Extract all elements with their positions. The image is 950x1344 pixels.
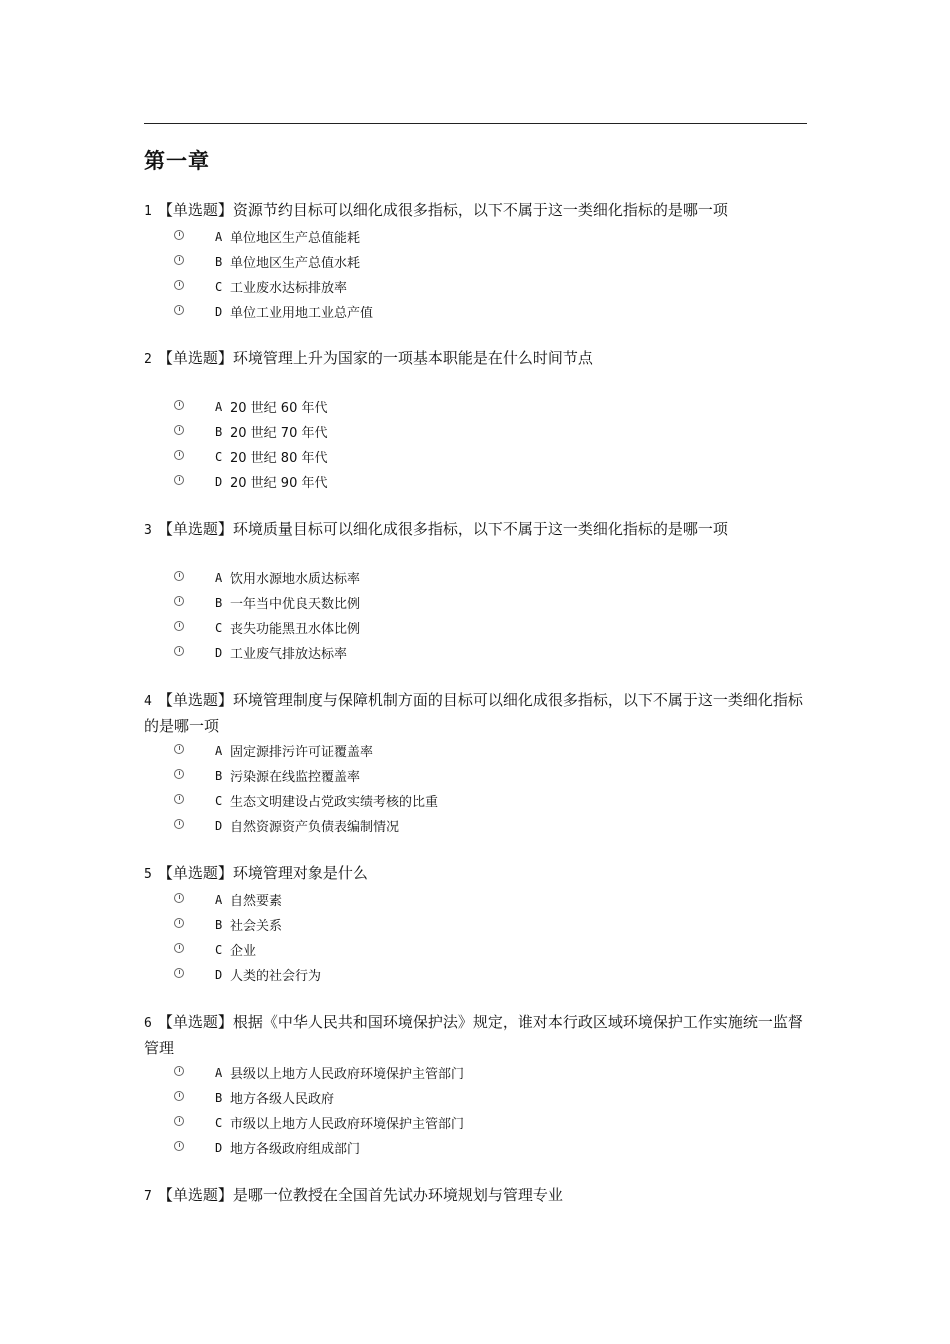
option-text: 自然要素 [230, 894, 283, 909]
option-text: 固定源排污许可证覆盖率 [230, 745, 374, 760]
option-list [144, 565, 804, 665]
question-stem: 【单选题】是哪一位教授在全国首先试办环境规划与管理专业 [157, 1186, 563, 1204]
question-text [144, 688, 804, 738]
option-text: 单位地区生产总值能耗 [230, 231, 361, 246]
radio-icon[interactable] [174, 305, 184, 315]
option-text: 一年当中优良天数比例 [230, 597, 361, 612]
question-stem: 【单选题】环境管理上升为国家的一项基本职能是在什么时间节点 [157, 349, 593, 367]
radio-icon[interactable] [174, 794, 184, 804]
radio-icon[interactable] [174, 450, 184, 460]
option-letter: B [215, 768, 223, 783]
question-stem: 【单选题】环境质量目标可以细化成很多指标，以下不属于这一类细化指标的是哪一项 [157, 520, 728, 538]
question-5 [144, 861, 804, 987]
option-letter: A [215, 743, 223, 758]
option-letter: B [215, 917, 223, 932]
option-c[interactable] [144, 1110, 804, 1135]
question-1 [144, 198, 804, 324]
question-4 [144, 688, 804, 838]
option-list [144, 224, 804, 324]
option-letter: B [215, 595, 223, 610]
radio-icon[interactable] [174, 1091, 184, 1101]
question-6 [144, 1010, 804, 1160]
option-letter: C [215, 279, 223, 294]
option-list [144, 887, 804, 987]
question-stem: 【单选题】环境管理制度与保障机制方面的目标可以细化成很多指标，以下不属于这一类细化指标的是哪一项 [144, 691, 803, 735]
radio-icon[interactable] [174, 425, 184, 435]
option-a[interactable] [144, 887, 804, 912]
radio-icon[interactable] [174, 621, 184, 631]
radio-icon[interactable] [174, 769, 184, 779]
option-text: 地方各级政府组成部门 [230, 1142, 361, 1157]
question-2 [144, 346, 804, 494]
option-c[interactable] [144, 444, 804, 469]
option-letter: A [215, 570, 223, 585]
option-letter: D [215, 1140, 223, 1155]
question-number: 1 [144, 204, 152, 219]
option-letter: C [215, 793, 223, 808]
option-b[interactable] [144, 249, 804, 274]
option-list [144, 738, 804, 838]
option-b[interactable] [144, 590, 804, 615]
option-letter: D [215, 967, 223, 982]
option-c[interactable] [144, 615, 804, 640]
option-letter: A [215, 892, 223, 907]
radio-icon[interactable] [174, 744, 184, 754]
option-text: 市级以上地方人民政府环境保护主管部门 [230, 1117, 465, 1132]
radio-icon[interactable] [174, 646, 184, 656]
question-number: 4 [144, 694, 152, 709]
option-text: 人类的社会行为 [230, 969, 322, 984]
option-letter: C [215, 449, 223, 464]
option-a[interactable] [144, 1060, 804, 1085]
option-text: 企业 [230, 944, 257, 959]
option-list [144, 1060, 804, 1160]
option-text: 20 世纪 80 年代 [230, 451, 328, 466]
radio-icon[interactable] [174, 596, 184, 606]
question-stem: 【单选题】环境管理对象是什么 [157, 864, 368, 882]
option-list [144, 394, 804, 494]
radio-icon[interactable] [174, 968, 184, 978]
header-rule [144, 123, 807, 124]
radio-icon[interactable] [174, 255, 184, 265]
option-c[interactable] [144, 274, 804, 299]
question-text [144, 1183, 804, 1209]
radio-icon[interactable] [174, 475, 184, 485]
option-letter: D [215, 304, 223, 319]
option-b[interactable] [144, 763, 804, 788]
option-text: 20 世纪 60 年代 [230, 401, 328, 416]
option-a[interactable] [144, 394, 804, 419]
option-text: 饮用水源地水质达标率 [230, 572, 361, 587]
option-a[interactable] [144, 565, 804, 590]
option-b[interactable] [144, 419, 804, 444]
option-a[interactable] [144, 224, 804, 249]
option-c[interactable] [144, 788, 804, 813]
question-3 [144, 517, 804, 665]
option-text: 社会关系 [230, 919, 283, 934]
option-letter: D [215, 645, 223, 660]
option-d[interactable] [144, 962, 804, 987]
option-letter: B [215, 1090, 223, 1105]
question-number: 2 [144, 352, 152, 367]
radio-icon[interactable] [174, 280, 184, 290]
option-d[interactable] [144, 640, 804, 665]
question-7 [144, 1183, 804, 1209]
option-d[interactable] [144, 299, 804, 324]
option-text: 地方各级人民政府 [230, 1092, 335, 1107]
option-b[interactable] [144, 912, 804, 937]
radio-icon[interactable] [174, 230, 184, 240]
option-text: 单位工业用地工业总产值 [230, 306, 374, 321]
option-d[interactable] [144, 813, 804, 838]
option-text: 工业废气排放达标率 [230, 647, 348, 662]
option-letter: B [215, 424, 223, 439]
radio-icon[interactable] [174, 819, 184, 829]
option-text: 县级以上地方人民政府环境保护主管部门 [230, 1067, 465, 1082]
option-letter: A [215, 1065, 223, 1080]
option-text: 丧失功能黑丑水体比例 [230, 622, 361, 637]
option-text: 20 世纪 70 年代 [230, 426, 328, 441]
question-text [144, 517, 804, 543]
question-text [144, 198, 804, 224]
option-d[interactable] [144, 1135, 804, 1160]
radio-icon[interactable] [174, 943, 184, 953]
option-letter: D [215, 474, 223, 489]
radio-icon[interactable] [174, 1116, 184, 1126]
option-letter: C [215, 942, 223, 957]
option-letter: B [215, 254, 223, 269]
question-number: 6 [144, 1016, 152, 1031]
option-letter: C [215, 1115, 223, 1130]
option-letter: C [215, 620, 223, 635]
question-stem: 【单选题】资源节约目标可以细化成很多指标，以下不属于这一类细化指标的是哪一项 [157, 201, 728, 219]
option-letter: A [215, 399, 223, 414]
chapter-title: 第一章 [144, 149, 210, 173]
radio-icon[interactable] [174, 400, 184, 410]
question-text [144, 346, 804, 372]
question-number: 3 [144, 523, 152, 538]
radio-icon[interactable] [174, 1066, 184, 1076]
question-stem: 【单选题】根据《中华人民共和国环境保护法》规定，谁对本行政区域环境保护工作实施统一监督管理 [144, 1013, 803, 1057]
option-text: 污染源在线监控覆盖率 [230, 770, 361, 785]
option-text: 生态文明建设占党政实绩考核的比重 [230, 795, 439, 810]
radio-icon[interactable] [174, 571, 184, 581]
option-a[interactable] [144, 738, 804, 763]
radio-icon[interactable] [174, 1141, 184, 1151]
option-text: 工业废水达标排放率 [230, 281, 348, 296]
question-number: 5 [144, 867, 152, 882]
option-letter: A [215, 229, 223, 244]
question-text [144, 861, 804, 887]
radio-icon[interactable] [174, 893, 184, 903]
option-text: 20 世纪 90 年代 [230, 476, 328, 491]
radio-icon[interactable] [174, 918, 184, 928]
option-c[interactable] [144, 937, 804, 962]
option-text: 单位地区生产总值水耗 [230, 256, 361, 271]
option-b[interactable] [144, 1085, 804, 1110]
option-d[interactable] [144, 469, 804, 494]
question-text [144, 1010, 804, 1060]
option-letter: D [215, 818, 223, 833]
question-number: 7 [144, 1189, 152, 1204]
option-text: 自然资源资产负债表编制情况 [230, 820, 400, 835]
